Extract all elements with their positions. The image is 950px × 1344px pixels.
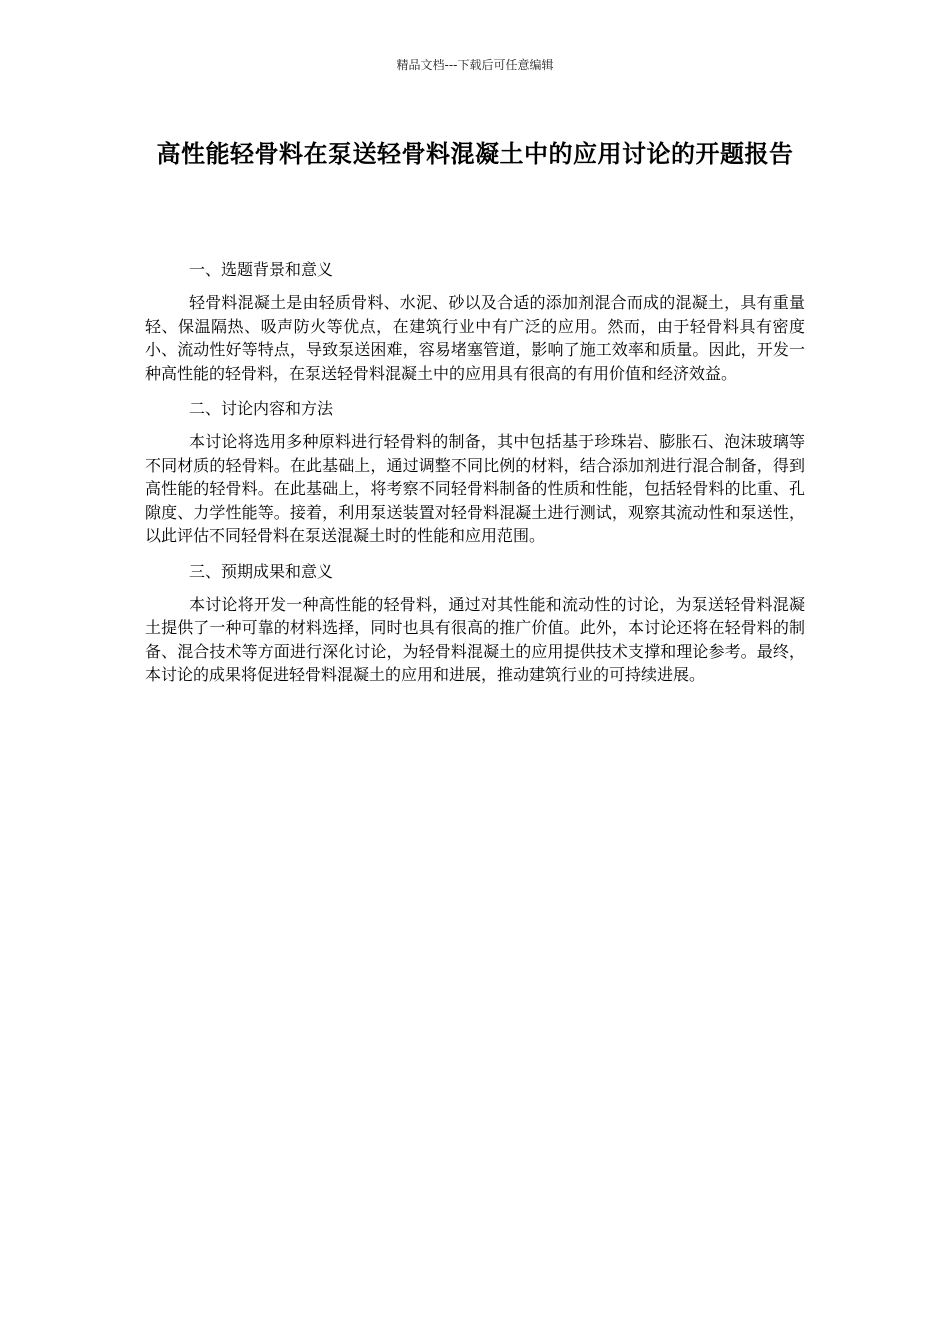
section-paragraph: 轻骨料混凝土是由轻质骨料、水泥、砂以及合适的添加剂混合而成的混凝土，具有重量轻、保温隔热、吸声防火等优点，在建筑行业中有广泛的应用。然而，由于轻骨料具有密度小、流动性好等特点，导致泵送困难，容易堵塞管道，影响了施工效率和质量。因此，开发一种高性能的轻骨料，在泵送轻骨料混凝土中的应用具有很高的有用价值和经济效益。 <box>145 293 805 383</box>
section-expected-results <box>145 560 805 687</box>
document-body <box>145 258 805 699</box>
section-heading: 三、预期成果和意义 <box>189 561 334 581</box>
section-paragraph: 本讨论将开发一种高性能的轻骨料，通过对其性能和流动性的讨论，为泵送轻骨料混凝土提供了一种可靠的材料选择，同时也具有很高的推广价值。此外，本讨论还将在轻骨料的制备、混合技术等方面进行深化讨论，为轻骨料混凝土的应用提供技术支撑和理论参考。最终，本讨论的成果将促进轻骨料混凝土的应用和进展，推动建筑行业的可持续进展。 <box>145 594 805 684</box>
header-note: 精品文档---下载后可任意编辑 <box>396 58 554 72</box>
section-heading: 二、讨论内容和方法 <box>189 399 334 418</box>
document-title: 高性能轻骨料在泵送轻骨料混凝土中的应用讨论的开题报告 <box>156 140 794 168</box>
section-background <box>145 258 805 385</box>
section-content-method <box>145 397 805 548</box>
section-paragraph: 本讨论将选用多种原料进行轻骨料的制备，其中包括基于珍珠岩、膨胀石、泡沫玻璃等不同材质的轻骨料。在此基础上，通过调整不同比例的材料，结合添加剂进行混合制备，得到高性能的轻骨料。在此基础上，将考察不同轻骨料制备的性质和性能，包括轻骨料的比重、孔隙度、力学性能等。接着，利用泵送装置对轻骨料混凝土进行测试，观察其流动性和泵送性，以此评估不同轻骨料在泵送混凝土时的性能和应用范围。 <box>145 432 805 545</box>
section-heading: 一、选题背景和意义 <box>189 260 334 279</box>
